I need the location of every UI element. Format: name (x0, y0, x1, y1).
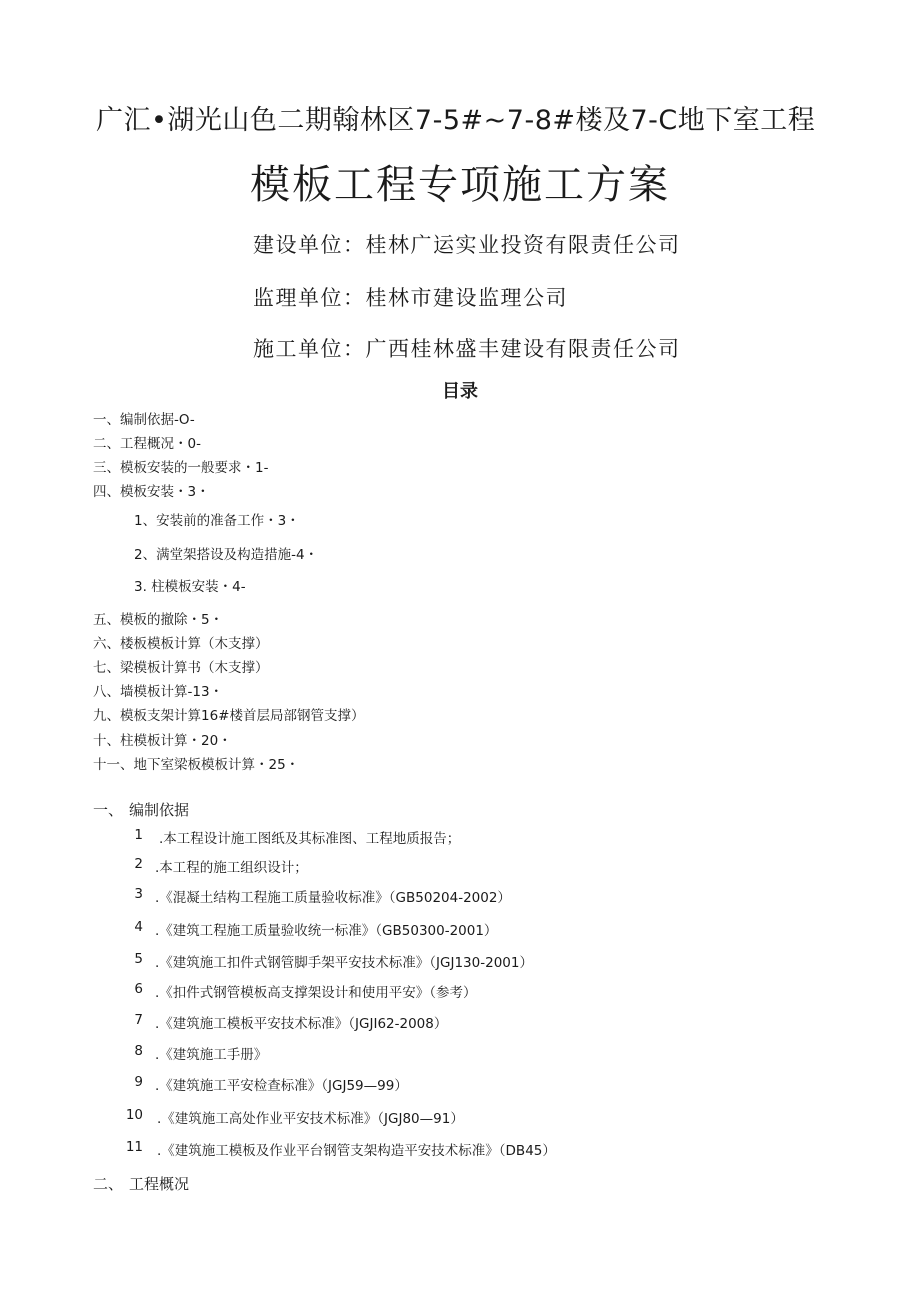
reference-text: .《建筑工程施工质量验收统一标准》（GB50300-2001） (155, 923, 498, 939)
reference-item (123, 1107, 823, 1127)
reference-text: .本工程的施工组织设计； (155, 860, 308, 876)
reference-text: .《建筑施工高处作业平安技术标准》（JGJ80—91） (157, 1111, 464, 1127)
toc-item[interactable]: 四、模板安装・3・ (93, 484, 210, 500)
reference-item (123, 1043, 823, 1063)
reference-text: .《建筑施工模板及作业平台钢管支架构造平安技术标准》（DB45） (157, 1143, 556, 1159)
toc-heading: 目录 (442, 381, 478, 402)
reference-number: 2 (134, 856, 143, 872)
reference-item (123, 886, 823, 906)
project-title: 广汇•湖光山色二期翰林区7-5#~7-8#楼及7-C地下室工程 (96, 105, 816, 136)
reference-text: .本工程设计施工图纸及其标准图、工程地质报告； (159, 831, 461, 847)
toc-item[interactable]: 五、模板的撤除・5・ (93, 612, 224, 628)
reference-item (123, 1074, 823, 1094)
reference-text: .《扣件式钢管模板高支撑架设计和使用平安》（参考） (155, 985, 477, 1001)
reference-text: .《混凝土结构工程施工质量验收标准》（GB50204-2002） (155, 890, 511, 906)
reference-item (123, 951, 823, 971)
reference-number: 9 (134, 1074, 143, 1090)
reference-number: 1 (134, 827, 143, 843)
reference-number: 10 (125, 1107, 143, 1123)
reference-number: 7 (134, 1012, 143, 1028)
reference-number: 11 (125, 1139, 143, 1155)
reference-item (123, 1139, 823, 1159)
toc-item[interactable]: 三、模板安装的一般要求・1- (93, 460, 269, 476)
section-title: 工程概况 (129, 1175, 190, 1193)
reference-item (123, 1012, 823, 1032)
toc-subitem[interactable]: 1、安装前的准备工作・3・ (134, 513, 300, 529)
toc-item[interactable]: 六、楼板模板计算（木支撑） (93, 636, 269, 652)
reference-number: 5 (134, 951, 143, 967)
toc-subitem[interactable]: 2、满堂架搭设及构造措施-4・ (134, 547, 319, 563)
reference-number: 3 (134, 886, 143, 902)
contractor-unit-line (253, 333, 681, 363)
toc-item[interactable]: 二、工程概况・0- (93, 436, 201, 452)
document-title: 模板工程专项施工方案 (250, 162, 670, 208)
reference-text: .《建筑施工平安检查标准》（JGJ59—99） (155, 1078, 408, 1094)
unit-value: 桂林市建设监理公司 (365, 286, 568, 310)
reference-text: .《建筑施工手册》 (155, 1047, 268, 1063)
toc-item[interactable]: 七、梁模板计算书（木支撑） (93, 660, 269, 676)
reference-item (123, 856, 823, 876)
toc-item[interactable]: 十、柱模板计算・20・ (93, 733, 232, 749)
unit-value: 桂林广运实业投资有限责任公司 (365, 233, 681, 257)
toc-item[interactable]: 八、墙模板计算-13・ (93, 684, 224, 700)
section-number: 二、 (93, 1175, 124, 1193)
reference-item (123, 827, 823, 847)
reference-item (123, 981, 823, 1001)
unit-label: 监理单位： (253, 286, 366, 310)
reference-number: 8 (134, 1043, 143, 1059)
section-heading (93, 799, 189, 820)
reference-number: 6 (134, 981, 143, 997)
reference-text: .《建筑施工扣件式钢管脚手架平安技术标准》（JGJ130-2001） (155, 955, 533, 971)
section-number: 一、 (93, 801, 124, 819)
supervision-unit-line (253, 282, 568, 312)
toc-item[interactable]: 九、模板支架计算16#楼首层局部钢管支撑） (93, 708, 365, 724)
unit-label: 建设单位： (253, 233, 366, 257)
section-title: 编制依据 (129, 801, 190, 819)
unit-label: 施工单位： (253, 337, 366, 361)
reference-text: .《建筑施工模板平安技术标准》（JGJI62-2008） (155, 1016, 448, 1032)
toc-item[interactable]: 十一、地下室梁板模板计算・25・ (93, 757, 300, 773)
section-heading (93, 1173, 189, 1194)
toc-item[interactable]: 一、编制依据-O- (93, 412, 195, 428)
reference-number: 4 (134, 919, 143, 935)
unit-value: 广西桂林盛丰建设有限责任公司 (365, 337, 681, 361)
reference-item (123, 919, 823, 939)
construction-unit-line (253, 229, 681, 259)
toc-subitem[interactable]: 3. 柱模板安装・4- (134, 579, 246, 595)
